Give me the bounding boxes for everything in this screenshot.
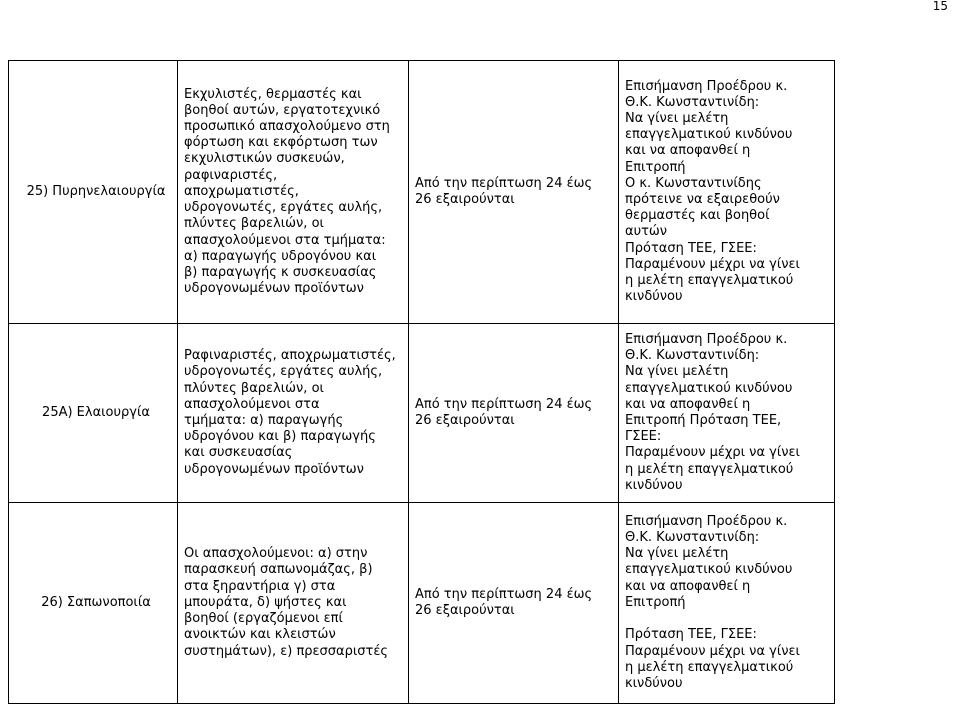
table-row (9, 324, 835, 503)
text-line: παρασκευή σαπωνομάζας, β) (184, 562, 373, 578)
jobs-cell (178, 503, 409, 704)
text-line: αποχρωματιστές, (184, 183, 299, 199)
text-line: Εκχυλιστές, θερμαστές και (184, 86, 362, 102)
text-line: βοηθοί (εργαζόμενοι επί (184, 611, 343, 627)
text-line: και να αποφανθεί η (625, 143, 751, 159)
text-line: και να αποφανθεί η (625, 396, 751, 412)
text-line: Επισήμανση Προέδρου κ. (625, 78, 788, 94)
text-line: 26 εξαιρούνται (415, 192, 515, 207)
text-line: Επιτροπή Πρόταση ΤΕΕ, (625, 413, 782, 428)
text-line: 26 εξαιρούνται (415, 603, 515, 618)
text-line: 26 εξαιρούνται (415, 413, 515, 428)
text-line: Επιτροπή (625, 594, 686, 610)
text-line: επαγγελματικού κινδύνου (625, 562, 793, 578)
text-line: επαγγελματικού κινδύνου (625, 127, 793, 143)
text-line: υδρογονωμένων προϊόντων (184, 281, 364, 297)
text-line: Θ.Κ. Κωνσταντινίδη: (625, 348, 760, 364)
case-cell (409, 503, 619, 704)
text-line: Επισήμανση Προέδρου κ. (625, 513, 788, 529)
text-line: στα ξηραντήρια γ) στα (184, 578, 336, 594)
table-row (9, 61, 835, 324)
text-line: Να γίνει μελέτη (625, 364, 729, 380)
text-line: Επισήμανση Προέδρου κ. (625, 331, 788, 347)
industry-name: 26) Σαπωνοποιία (41, 594, 151, 610)
text-line: Παραμένουν μέχρι να γίνει (625, 445, 800, 461)
jobs-cell (178, 324, 409, 503)
text-line: υδρογονωμένων προϊόντων (184, 461, 364, 477)
text-line: η μελέτη επαγγελματικού (625, 273, 794, 289)
text-line: κινδύνου (625, 675, 683, 691)
text-line: Από την περίπτωση 24 έως (415, 396, 593, 412)
text-line: Από την περίπτωση 24 έως (415, 586, 593, 602)
text-line: φόρτωση και εκφόρτωση των (184, 135, 378, 151)
industry-cell (9, 61, 178, 324)
text-line: μπουράτα, δ) ψήστες και (184, 594, 347, 610)
text-line: απασχολούμενοι στα τμήματα: (184, 232, 386, 248)
text-line: Επιτροπή (625, 159, 686, 175)
text-line: υδρογονωτές, εργάτες αυλής, (184, 200, 383, 216)
text-line: α) παραγωγής υδρογόνου και (184, 248, 377, 264)
text-line: πλύντες βαρελιών, οι (184, 216, 324, 232)
text-line: υδρογονωτές, εργάτες αυλής, (184, 364, 383, 380)
text-line: Παραμένουν μέχρι να γίνει (625, 643, 800, 659)
text-line: Από την περίπτωση 24 έως (415, 175, 593, 191)
text-line: Παραμένουν μέχρι να γίνει (625, 256, 800, 272)
industry-name: 25Α) Ελαιουργία (42, 404, 150, 420)
text-line: ανοικτών και κλειστών (184, 627, 336, 643)
text-line: Ραφιναριστές, αποχρωματιστές, (184, 348, 396, 364)
case-cell (409, 324, 619, 503)
text-line: βοηθοί αυτών, εργατοτεχνικό (184, 102, 381, 118)
jobs-cell (178, 61, 409, 324)
text-line: ΓΣΕΕ: (625, 429, 662, 445)
text-line: η μελέτη επαγγελματικού (625, 461, 794, 477)
text-line: ραφιναριστές, (184, 167, 278, 183)
text-line: Θ.Κ. Κωνσταντινίδη: (625, 530, 760, 546)
text-line: συστημάτων), ε) πρεσσαριστές (184, 643, 388, 659)
page-number: 15 (932, 0, 948, 13)
text-line: Θ.Κ. Κωνσταντινίδη: (625, 94, 760, 110)
text-line: τμήματα: α) παραγωγής (184, 413, 344, 428)
text-line: Να γίνει μελέτη (625, 546, 729, 562)
text-line: η μελέτη επαγγελματικού (625, 659, 794, 675)
text-line: β) παραγωγής κ συσκευασίας (184, 264, 377, 280)
text-line: υδρογόνου και β) παραγωγής (184, 429, 376, 445)
text-line: Ο κ. Κωνσταντινίδης (625, 175, 762, 191)
text-line: θερμαστές και βοηθοί (625, 208, 770, 224)
text-line: επαγγελματικού κινδύνου (625, 380, 793, 396)
notes-cell (619, 503, 835, 704)
case-cell (409, 61, 619, 324)
text-line: και να αποφανθεί η (625, 578, 751, 594)
text-line: Πρόταση ΤΕΕ, ΓΣΕΕ: (625, 627, 757, 643)
text-line: Να γίνει μελέτη (625, 110, 729, 126)
table-row (9, 503, 835, 704)
text-line: πρότεινε να εξαιρεθούν (625, 192, 780, 207)
industry-name: 25) Πυρηνελαιουργία (26, 183, 166, 199)
industry-cell (9, 324, 178, 503)
text-line: Πρόταση ΤΕΕ, ΓΣΕΕ: (625, 240, 757, 256)
text-line: κινδύνου (625, 289, 683, 305)
text-line: Οι απασχολούμενοι: α) στην (184, 546, 368, 562)
text-line: και συσκευασίας (184, 445, 293, 461)
text-line: εκχυλιστικών συσκευών, (184, 151, 345, 167)
text-line: πλύντες βαρελιών, οι (184, 380, 324, 396)
notes-cell (619, 324, 835, 503)
notes-cell (619, 61, 835, 324)
industry-cell (9, 503, 178, 704)
text-line: αυτών (625, 224, 668, 240)
text-line: προσωπικό απασχολούμενο στη (184, 119, 390, 135)
text-line: απασχολούμενοι στα (184, 396, 320, 412)
industry-table (8, 60, 835, 704)
text-line (625, 611, 834, 627)
text-line: κινδύνου (625, 477, 683, 493)
